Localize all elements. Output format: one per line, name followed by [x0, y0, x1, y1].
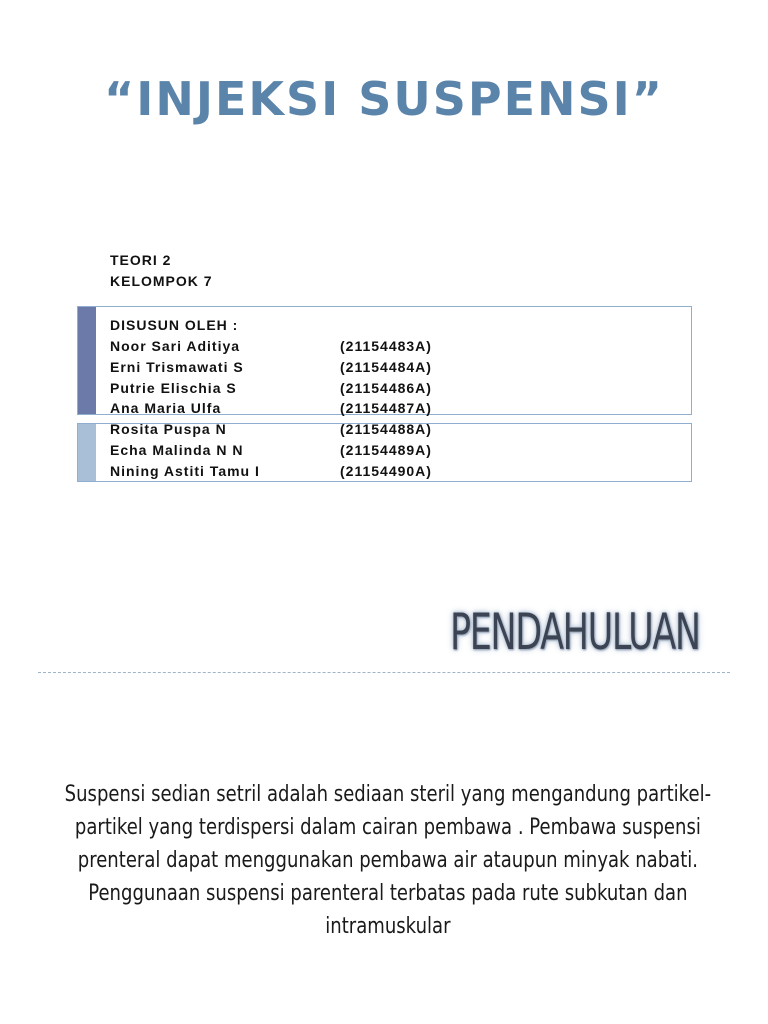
member-name: Erni Trismawati S: [110, 358, 244, 375]
kelompok-label: KELOMPOK 7: [110, 273, 213, 289]
member-row: [110, 461, 670, 482]
accent-bar-dark: [78, 307, 96, 414]
member-row: [110, 336, 670, 357]
member-name: Echa Malinda N N: [110, 441, 244, 458]
accent-bar-light: [78, 424, 96, 481]
member-nim: (21154489A): [340, 441, 432, 458]
member-nim: (21154484A): [340, 358, 432, 375]
member-row: [110, 378, 670, 399]
members-heading: DISUSUN OLEH :: [110, 317, 239, 333]
member-name: Putrie Elischia S: [110, 379, 237, 396]
member-nim: (21154487A): [340, 400, 432, 417]
member-row: [110, 419, 670, 440]
page-title: “INJEKSI SUSPENSI”: [103, 72, 664, 126]
member-nim: (21154488A): [340, 421, 432, 438]
member-row: [110, 357, 670, 378]
teori-label: TEORI 2: [110, 252, 172, 268]
members-list: [110, 315, 670, 482]
member-name: Noor Sari Aditiya: [110, 338, 241, 354]
member-row: [110, 440, 670, 461]
member-nim: (21154490A): [340, 462, 432, 479]
member-nim: (21154486A): [340, 379, 432, 396]
member-row: [110, 398, 670, 419]
divider: [38, 672, 730, 673]
member-name: Rosita Puspa N: [110, 421, 227, 438]
member-nim: (21154483A): [340, 338, 432, 354]
member-name: Nining Astiti Tamu I: [110, 462, 260, 479]
member-name: Ana Maria Ulfa: [110, 400, 222, 417]
body-paragraph: Suspensi sedian setril adalah sediaan steril yang mengandung partikel-partikel yang terdispersi dalam cairan pembawa . Pembawa suspensi prenteral dapat menggunakan pembawa air ataupun minyak nabati. Penggunaan suspensi parenteral terbatas pada rute subkutan dan intramuskular: [64, 782, 712, 939]
section-heading: PENDAHULUAN: [450, 603, 700, 661]
